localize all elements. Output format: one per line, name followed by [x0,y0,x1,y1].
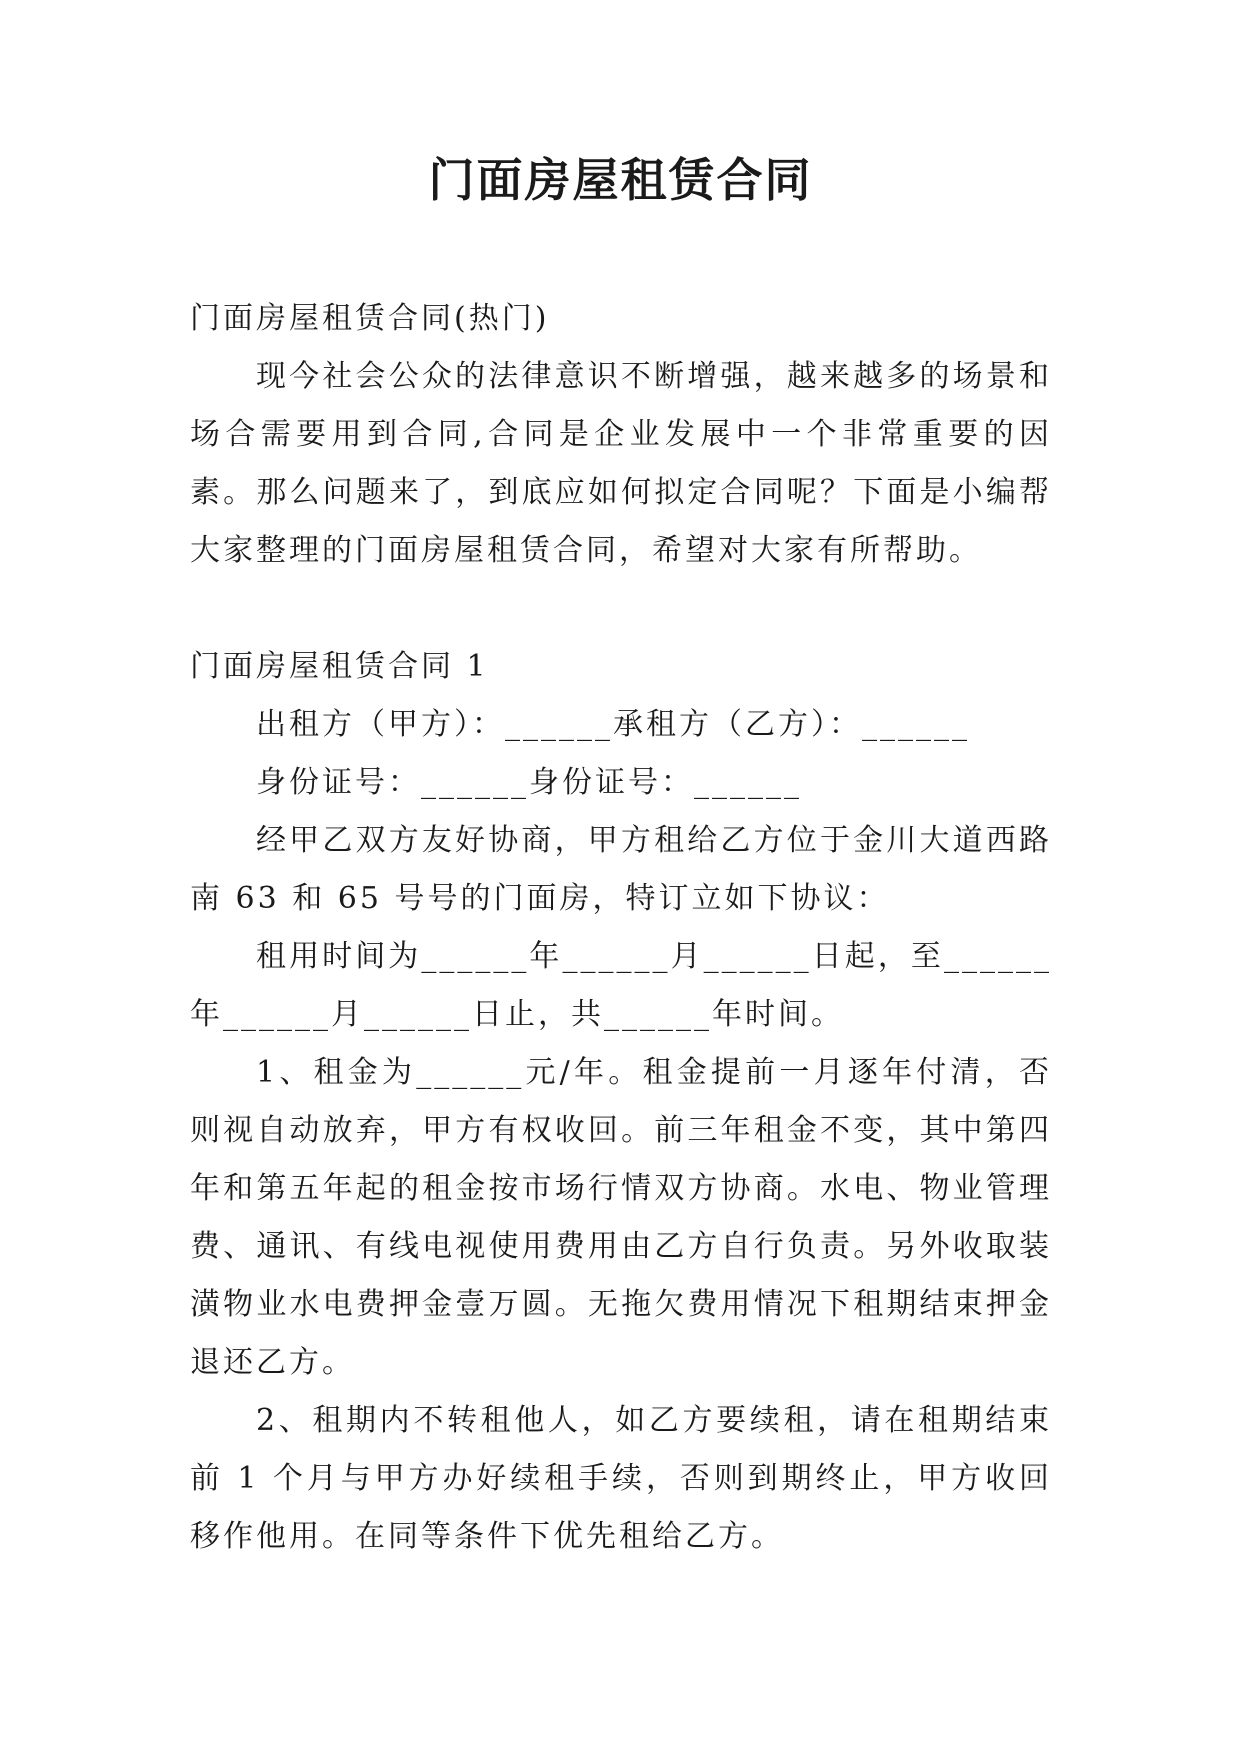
id-number-line: 身份证号：______身份证号：______ [256,765,802,800]
subtitle: 门面房屋租赁合同(热门) [190,301,550,336]
section-heading: 门面房屋租赁合同 1 [190,649,489,684]
agreement-paragraph: 经甲乙双方友好协商，甲方租给乙方位于金川大道西路南 63 和 65 号号的门面房，特订立如下协议： [190,823,1052,916]
document-body [190,290,1052,1566]
document-title: 门面房屋租赁合同 [428,153,813,207]
lease-term-paragraph: 租用时间为______年______月______日起，至______年______月______日止，共______年时间。 [190,939,1052,1032]
clause-1-paragraph: 1、租金为______元/年。租金提前一月逐年付清，否则视自动放弃，甲方有权收回。前三年租金不变，其中第四年和第五年起的租金按市场行情双方协商。水电、物业管理费、通讯、有线电视使用费用由乙方自行负责。另外收取装潢物业水电费押金壹万圆。无拖欠费用情况下租期结束押金退还乙方。 [190,1055,1052,1380]
spacer [190,580,1052,638]
clause-2-paragraph: 2、租期内不转租他人，如乙方要续租，请在租期结束前 1 个月与甲方办好续租手续，否则到期终止，甲方收回移作他用。在同等条件下优先租给乙方。 [190,1403,1052,1554]
parties-line: 出租方（甲方）：______承租方（乙方）：______ [256,707,970,742]
intro-paragraph: 现今社会公众的法律意识不断增强，越来越多的场景和场合需要用到合同,合同是企业发展中一个非常重要的因素。那么问题来了，到底应如何拟定合同呢？下面是小编帮大家整理的门面房屋租赁合同，希望对大家有所帮助。 [190,359,1052,568]
